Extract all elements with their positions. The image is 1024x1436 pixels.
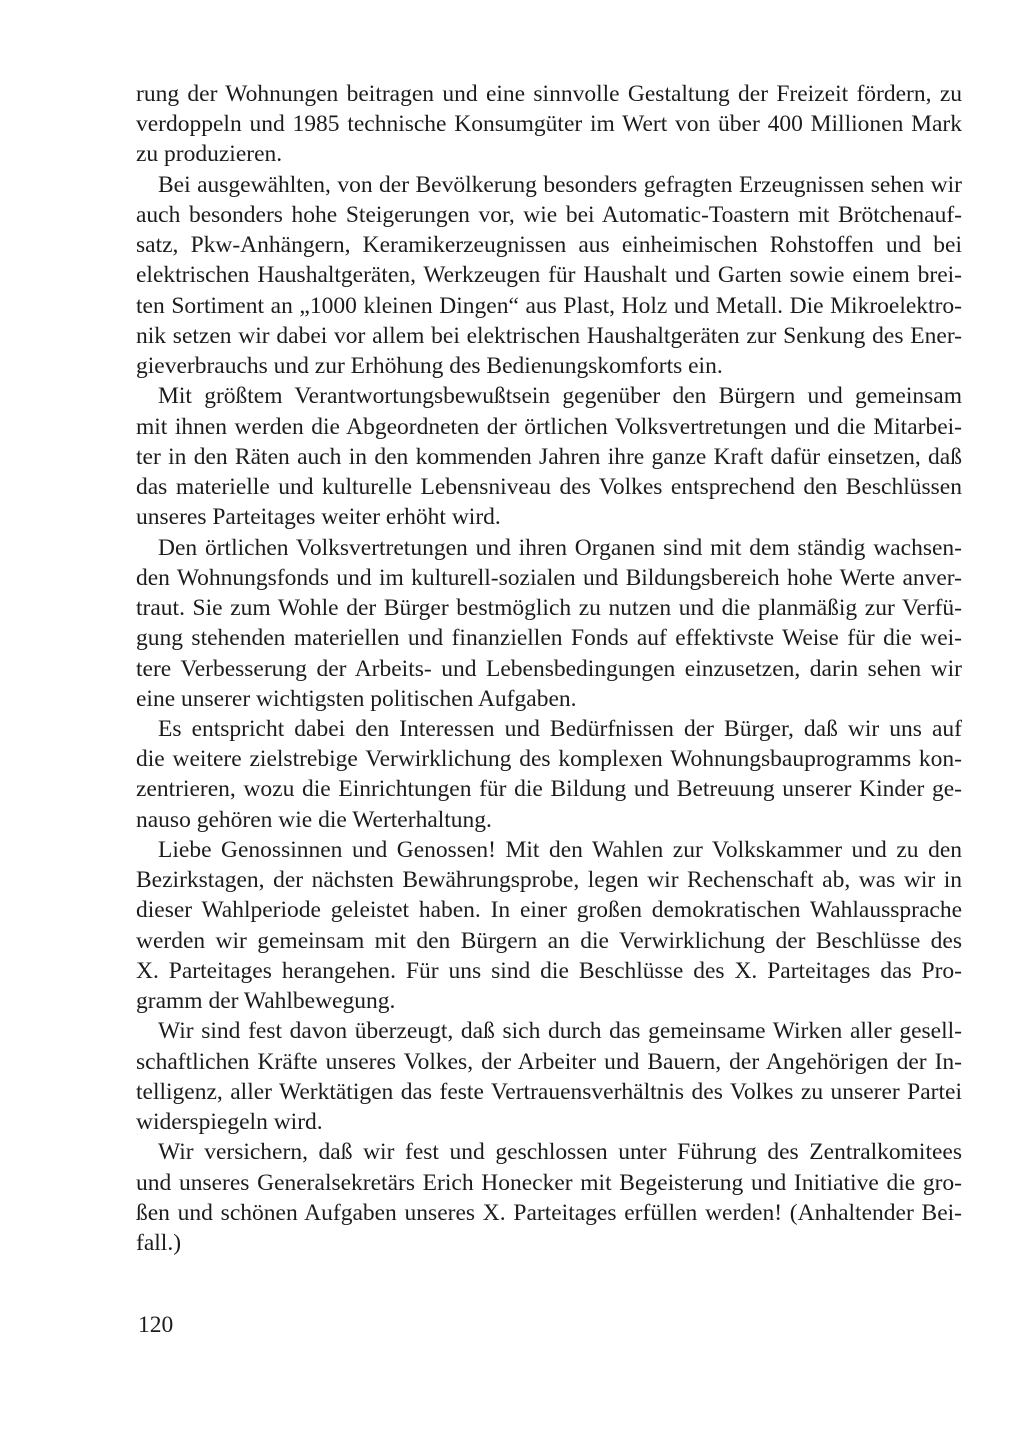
text-line: Den örtlichen Volksvertretungen und ihren Organen sind mit dem ständig wachsen-: [158, 535, 962, 561]
text-line: elektrischen Haushaltgeräten, Werkzeugen für Haushalt und Garten sowie einem brei-: [136, 262, 962, 288]
text-line: fall.): [136, 1230, 182, 1256]
page-number: 120: [138, 1312, 174, 1338]
text-line: rung der Wohnungen beitragen und eine sinnvolle Gestaltung der Freizeit fördern, zu: [136, 81, 962, 107]
text-line: dieser Wahlperiode geleistet haben. In einer großen demokratischen Wahlaussprache: [136, 897, 962, 923]
text-line: satz, Pkw-Anhängern, Keramikerzeugnissen aus einheimischen Rohstoffen und bei: [136, 232, 962, 258]
text-line: telligenz, aller Werktätigen das feste Vertrauensverhältnis des Volkes zu unserer Partei: [136, 1079, 962, 1105]
text-line: ßen und schönen Aufgaben unseres X. Parteitages erfüllen werden! (Anhaltender Bei-: [136, 1200, 962, 1226]
text-line: auch besonders hohe Steigerungen vor, wie bei Automatic-Toastern mit Brötchenauf-: [136, 202, 962, 228]
text-line: schaftlichen Kräfte unseres Volkes, der Arbeiter und Bauern, der Angehörigen der In-: [136, 1049, 962, 1075]
text-line: Wir sind fest davon überzeugt, daß sich durch das gemeinsame Wirken aller gesell-: [158, 1018, 962, 1044]
text-line: Bei ausgewählten, von der Bevölkerung besonders gefragten Erzeugnissen sehen wir: [158, 172, 962, 198]
text-line: tere Verbesserung der Arbeits- und Lebensbedingungen einzusetzen, darin sehen wir: [136, 656, 962, 682]
text-line: Liebe Genossinnen und Genossen! Mit den Wahlen zur Volkskammer und zu den: [158, 837, 962, 863]
text-line: Es entspricht dabei den Interessen und Bedürfnissen der Bürger, daß wir uns auf: [158, 716, 962, 742]
text-line: werden wir gemeinsam mit den Bürgern an die Verwirklichung der Beschlüsse des: [136, 928, 962, 954]
text-line: X. Parteitages herangehen. Für uns sind die Beschlüsse des X. Parteitages das Pro-: [136, 958, 962, 984]
text-line: ter in den Räten auch in den kommenden Jahren ihre ganze Kraft dafür einsetzen, daß: [136, 444, 962, 470]
text-line: eine unserer wichtigsten politischen Aufgaben.: [136, 686, 577, 712]
text-line: die weitere zielstrebige Verwirklichung des komplexen Wohnungsbauprogramms kon-: [136, 746, 962, 772]
text-line: Bezirkstagen, der nächsten Bewährungsprobe, legen wir Rechenschaft ab, was wir in: [136, 867, 962, 893]
text-line: traut. Sie zum Wohle der Bürger bestmöglich zu nutzen und die planmäßig zur Verfü-: [136, 595, 962, 621]
text-line: das materielle und kulturelle Lebensniveau des Volkes entsprechend den Beschlüssen: [136, 474, 962, 500]
text-line: nauso gehören wie die Werterhaltung.: [136, 807, 492, 833]
text-line: Mit größtem Verantwortungsbewußtsein gegenüber den Bürgern und gemeinsam: [158, 383, 962, 409]
text-line: verdoppeln und 1985 technische Konsumgüter im Wert von über 400 Millionen Mark: [136, 111, 962, 137]
text-line: unseres Parteitages weiter erhöht wird.: [136, 504, 501, 530]
text-line: zentrieren, wozu die Einrichtungen für die Bildung und Betreuung unserer Kinder ge-: [136, 776, 962, 802]
text-line: gramm der Wahlbewegung.: [136, 988, 396, 1014]
text-line: mit ihnen werden die Abgeordneten der örtlichen Volksvertretungen und die Mitarbei-: [136, 414, 962, 440]
text-line: zu produzieren.: [136, 141, 283, 167]
text-line: und unseres Generalsekretärs Erich Honecker mit Begeisterung und Initiative die gro-: [136, 1170, 962, 1196]
text-line: Wir versichern, daß wir fest und geschlossen unter Führung des Zentralkomitees: [158, 1139, 962, 1165]
text-line: widerspiegeln wird.: [136, 1109, 323, 1135]
text-line: nik setzen wir dabei vor allem bei elektrischen Haushaltgeräten zur Senkung des Ener-: [136, 323, 962, 349]
text-line: den Wohnungsfonds und im kulturell-sozialen und Bildungsbereich hohe Werte anver-: [136, 565, 962, 591]
text-line: gung stehenden materiellen und finanziellen Fonds auf effektivste Weise für die wei-: [136, 625, 962, 651]
text-line: ten Sortiment an „1000 kleinen Dingen“ aus Plast, Holz und Metall. Die Mikroelektro-: [136, 293, 962, 319]
text-line: gieverbrauchs und zur Erhöhung des Bedienungskomforts ein.: [136, 353, 723, 379]
